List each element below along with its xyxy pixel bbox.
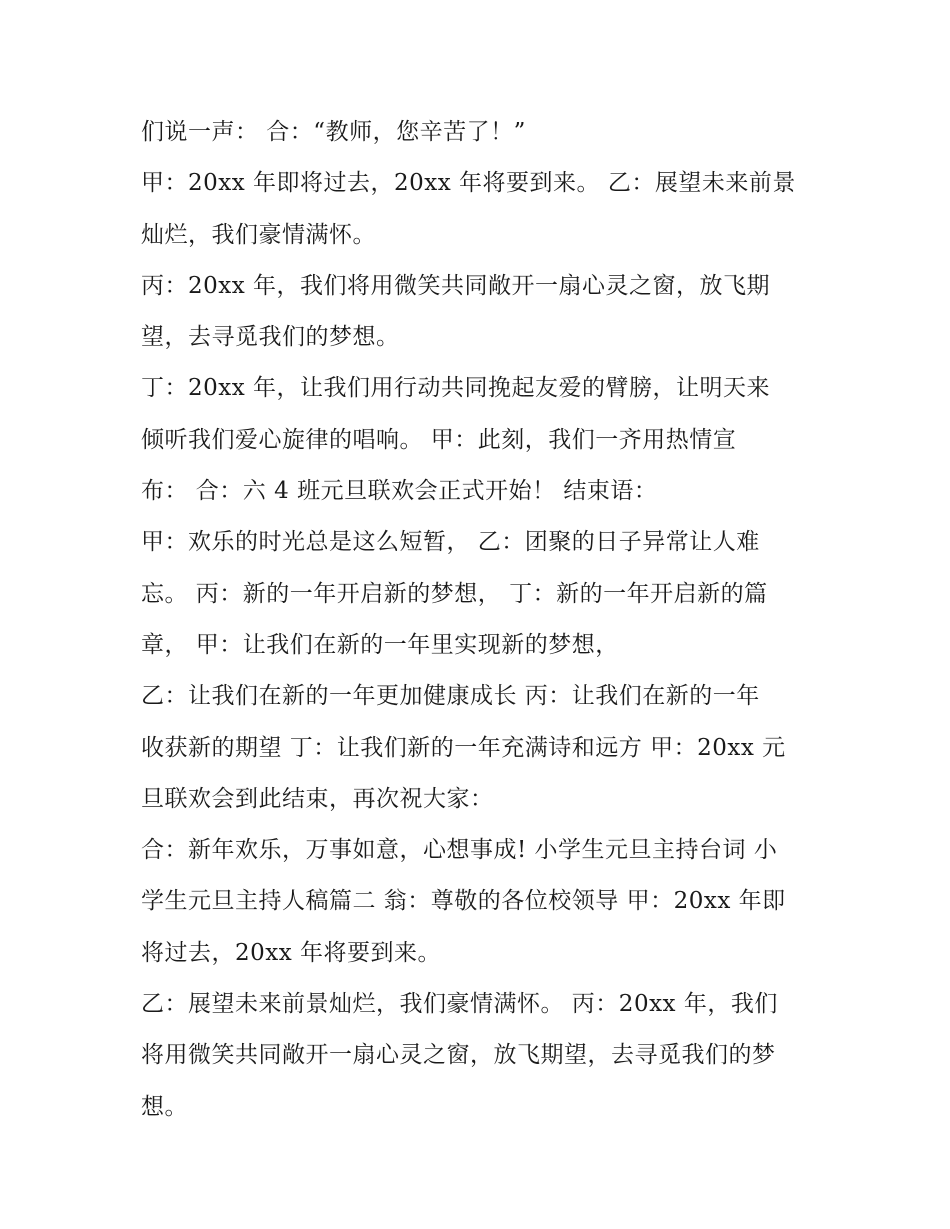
text-line: 收获新的期望 丁：让我们新的一年充满诗和远方 甲：20xx 元 [141, 734, 786, 761]
text-line: 望，去寻觅我们的梦想。 [141, 324, 400, 351]
text-line: 将用微笑共同敞开一扇心灵之窗，放飞期望，去寻觅我们的梦 [141, 1042, 776, 1069]
text-line: 丙：20xx 年，我们将用微笑共同敞开一扇心灵之窗，放飞期 [141, 272, 771, 299]
text-line: 丁：20xx 年，让我们用行动共同挽起友爱的臂膀，让明天来 [141, 375, 771, 402]
text-line: 乙：展望未来前景灿烂，我们豪情满怀。 丙：20xx 年，我们 [141, 991, 778, 1018]
text-line: 将过去，20xx 年将要到来。 [141, 939, 442, 966]
text-line: 倾听我们爱心旋律的唱响。 甲：此刻，我们一齐用热情宣 [141, 426, 737, 453]
text-line: 想。 [141, 1093, 188, 1120]
text-line: 灿烂，我们豪情满怀。 [141, 221, 376, 248]
text-line: 学生元旦主持人稿篇二 翁：尊敬的各位校领导 甲：20xx 年即 [141, 888, 786, 915]
text-line: 布： 合：六 4 班元旦联欢会正式开始！ 结束语： [141, 478, 658, 505]
text-line: 甲：20xx 年即将过去，20xx 年将要到来。 乙：展望未来前景 [141, 170, 796, 197]
text-line: 合：新年欢乐，万事如意，心想事成! 小学生元旦主持台词 小 [141, 837, 778, 864]
text-line: 忘。 丙：新的一年开启新的梦想， 丁：新的一年开启新的篇 [141, 580, 768, 607]
text-line: 旦联欢会到此结束，再次祝大家： [141, 785, 494, 812]
text-line: 乙：让我们在新的一年更加健康成长 丙：让我们在新的一年 [141, 683, 760, 710]
document-body [141, 107, 821, 1133]
text-line: 们说一声： 合：“教师，您辛苦了！” [141, 119, 526, 145]
text-line: 甲：欢乐的时光总是这么短暂， 乙：团聚的日子异常让人难 [141, 529, 760, 556]
text-line: 章， 甲：让我们在新的一年里实现新的梦想， [141, 631, 619, 658]
